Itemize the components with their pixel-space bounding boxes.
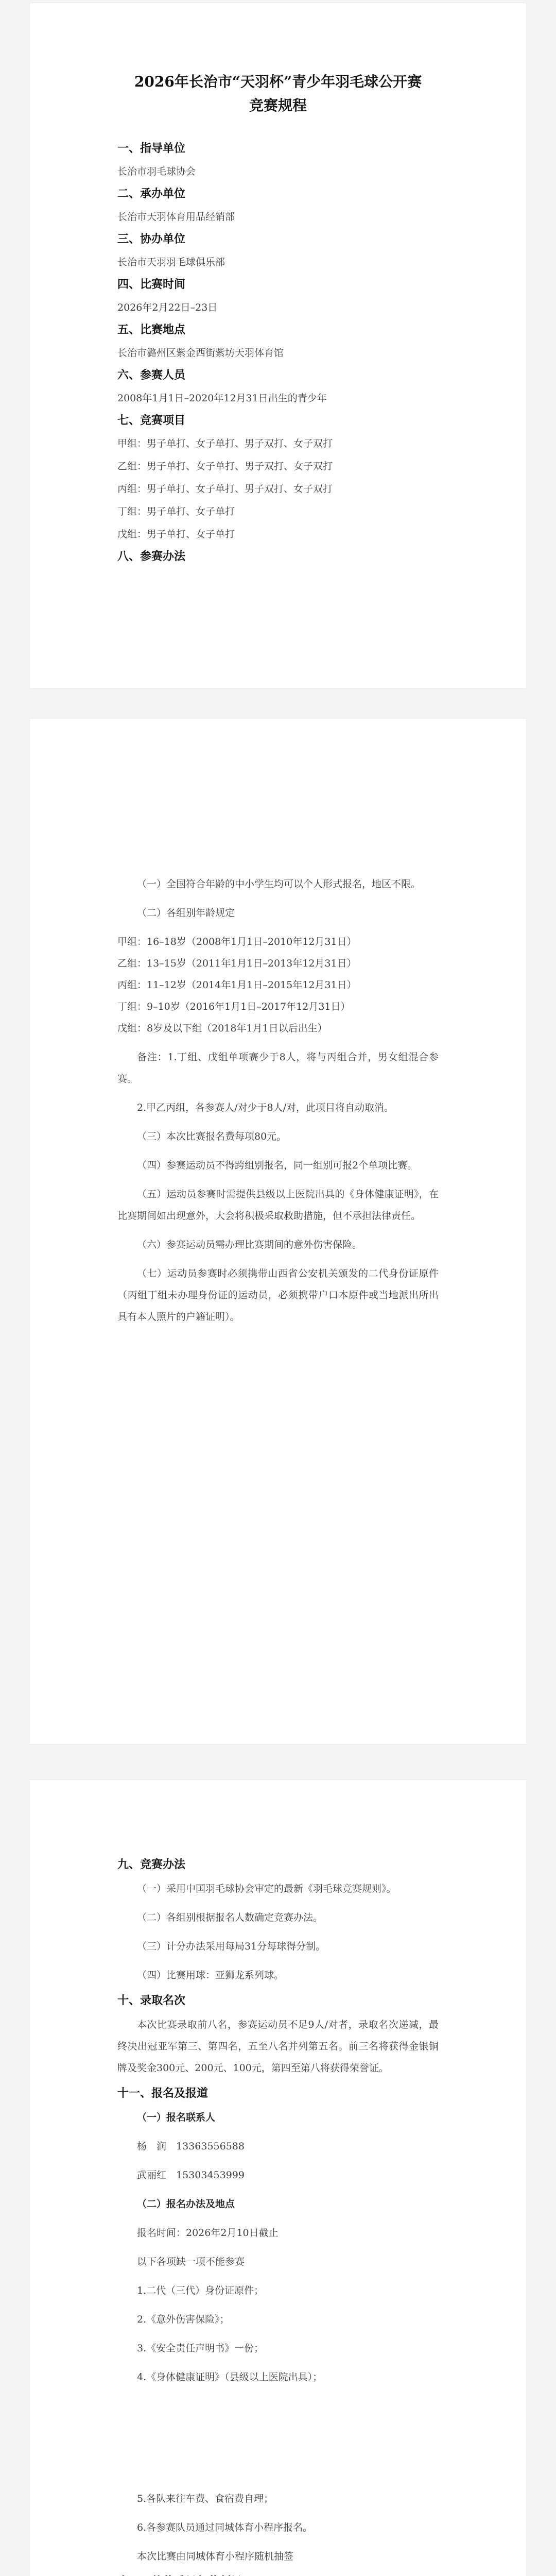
docs-head: 以下各项缺一项不能参赛 (137, 2256, 245, 2267)
section-heading: 五、比赛地点 (117, 324, 186, 336)
section-line: 甲组：男子单打、女子单打、男子双打、女子双打 (117, 438, 333, 449)
blank-gap (117, 2395, 439, 2488)
age-item: 丙组：11–12岁（2014年1月1日–2015年12月31日） (117, 979, 357, 991)
para-fee: （三）本次比赛报名费每项80元。 (137, 1131, 287, 1142)
section-heading: 三、协办单位 (117, 233, 186, 246)
note-2: 2.甲乙丙组，各参赛人/对少于8人/对，此项目将自动取消。 (137, 1102, 394, 1113)
doc-more-item: 5.各队来往车费、食宿费自理； (137, 2493, 274, 2504)
doc-item: 2.《意外伤害保险》； (137, 2314, 230, 2325)
age-item: 戊组：8岁及以下组（2018年1月1日以后出生） (117, 1023, 327, 1034)
para-insurance: （六）参赛运动员需办理比赛期间的意外伤害保险。 (137, 1239, 362, 1250)
section-heading: 七、竞赛项目 (117, 414, 186, 427)
section-line: 乙组：男子单打、女子单打、男子双打、女子双打 (117, 461, 333, 472)
age-item: 甲组：16–18岁（2008年1月1日–2010年12月31日） (117, 936, 357, 947)
para-id: （七）运动员参赛时必须携带山西省公安机关颁发的二代身份证原件（丙组丁组未办理身份证的运动员，必须携带户口本原件或当地派出所出具有本人照片的户籍证明）。 (117, 1268, 439, 1323)
page-1 (30, 3, 526, 688)
page-1-sections (117, 141, 439, 565)
s9-item: （三）计分办法采用每局31分每球得分制。 (137, 1941, 326, 1952)
contact-head: （一）报名联系人 (137, 2112, 216, 2123)
page-3 (30, 1780, 526, 2576)
doc-more-item: 本次比赛由同城体育小程序随机抽签 (137, 2551, 294, 2562)
section-line: 长治市潞州区紫金西街紫坊天羽体育馆 (117, 347, 284, 359)
title-line-1: 2026年长治市“天羽杯”青少年羽毛球公开赛 (134, 73, 422, 90)
s9-item: （一）采用中国羽毛球协会审定的最新《羽毛球竞赛规则》。 (137, 1883, 396, 1894)
section-line: 长治市天羽羽毛球俱乐部 (117, 257, 225, 268)
note-1: 备注：1.丁组、戊组单项赛少于8人，将与丙组合并，男女组混合参赛。 (117, 1052, 439, 1084)
section-line: 丁组：男子单打、女子单打 (117, 506, 235, 517)
ranking-text: 本次比赛录取前八名，参赛运动员不足9人/对者，录取名次递减，最终决出冠亚军第三、第四名，五至八名并列第五名。前三名将获得金银铜牌及奖金300元、200元、100元，第四至第八将获得荣誉证。 (117, 2019, 439, 2074)
s9-item: （二）各组别根据报名人数确定竞赛办法。 (137, 1912, 323, 1923)
section-heading: 二、承办单位 (117, 188, 186, 200)
age-item: 乙组：13–15岁（2011年1月1日–2013年12月31日） (117, 958, 357, 969)
para-entries: （四）参赛运动员不得跨组别报名，同一组别可报2个单项比赛。 (137, 1160, 418, 1171)
section-9-heading: 九、竞赛办法 (117, 1858, 186, 1871)
age-list (117, 931, 439, 1039)
section-line: 戊组：男子单打、女子单打 (117, 529, 235, 540)
doc-item: 4.《身体健康证明》（县级以上医院出具）； (137, 2371, 323, 2383)
para-health: （五）运动员参赛时需提供县级以上医院出具的《身体健康证明》，在比赛期间如出现意外，大会将积极采取救助措施，但不承担法律责任。 (117, 1189, 439, 1222)
section-11-heading: 十一、报名及报道 (117, 2087, 208, 2100)
section-heading: 六、参赛人员 (117, 369, 186, 382)
section-line: 2026年2月22日–23日 (117, 302, 218, 313)
registration-head: （二）报名办法及地点 (137, 2198, 235, 2210)
section-heading: 八、参赛办法 (117, 550, 186, 563)
para-eligibility: （一）全国符合年龄的中小学生均可以个人形式报名，地区不限。 (137, 878, 421, 890)
doc-item: 1.二代（三代）身份证原件； (137, 2285, 264, 2296)
deadline: 报名时间：2026年2月10日截止 (137, 2227, 279, 2239)
doc-item: 3.《安全责任声明书》一份； (137, 2343, 264, 2354)
age-item: 丁组：9–10岁（2016年1月1日–2017年12月31日） (117, 1001, 351, 1012)
section-line: 长治市天羽体育用品经销部 (117, 211, 235, 223)
contact-item: 武丽红 15303453999 (137, 2170, 245, 2181)
section-line: 2008年1月1日–2020年12月31日出生的青少年 (117, 393, 327, 404)
s9-item: （四）比赛用球：亚狮龙系列球。 (137, 1970, 284, 1981)
section-heading: 四、比赛时间 (117, 278, 186, 291)
page-2 (30, 719, 526, 1744)
section-line: 长治市羽毛球协会 (117, 166, 196, 177)
contact-item: 杨 润 13363556588 (137, 2141, 245, 2152)
section-10-heading: 十、录取名次 (117, 1994, 186, 2007)
document-title (117, 3, 439, 141)
title-line-2: 竞赛规程 (249, 97, 307, 114)
para-age-head: （二）各组别年龄规定 (137, 907, 235, 919)
doc-more-item: 6.各参赛队员通过同城体育小程序报名。 (137, 2522, 313, 2533)
section-line: 丙组：男子单打、女子单打、男子双打、女子双打 (117, 483, 333, 495)
section-heading: 一、指导单位 (117, 142, 186, 155)
